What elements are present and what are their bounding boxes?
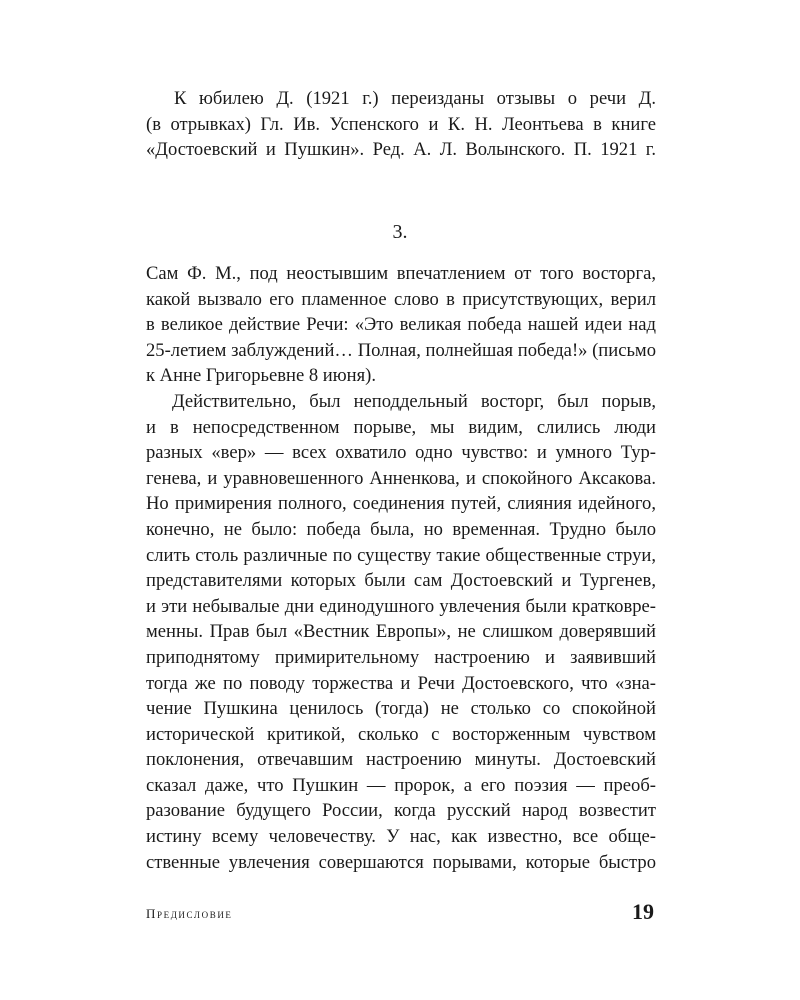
paragraph xyxy=(146,389,656,875)
text-line: и эти небывалые дни единодушного увлечения были кратковре- xyxy=(146,595,656,617)
text-line: Сам Ф. М., под неостывшим впечатлением от того восторга, xyxy=(146,263,656,284)
text-line: исторической критикой, сколько с восторженным чувством xyxy=(146,723,656,745)
running-title: Предисловие xyxy=(146,906,233,921)
text-line: тогда же по поводу торжества и Речи Достоевского, что «зна- xyxy=(146,672,656,694)
section-number: 3. xyxy=(392,221,408,243)
text-line: «Достоевский и Пушкин». Ред. А. Л. Волынского. П. 1921 г. xyxy=(146,139,656,161)
text-line: разование будущего России, когда русский народ возвестит xyxy=(146,800,656,822)
text-line: слить столь различные по существу такие общественные струи, xyxy=(146,544,656,566)
text-line: поклонения, отвечавшим настроению минуты. Достоевский xyxy=(146,749,656,771)
text-line: К юбилею Д. (1921 г.) переизданы отзывы о речи Д. xyxy=(174,88,656,109)
text-line: и в непосредственном порыве, мы видим, слились люди xyxy=(146,416,656,438)
text-line: Но примирения полного, соединения путей, слияния идейного, xyxy=(146,493,656,515)
page-number: 19 xyxy=(632,899,654,924)
text-line: сказал даже, что Пушкин — пророк, а его поэзия — преоб- xyxy=(146,774,656,796)
text-line: (в отрывках) Гл. Ив. Успенского и К. Н. Леонтьева в книге xyxy=(146,113,656,135)
text-line: конечно, не было: победа была, но временная. Трудно было xyxy=(146,518,656,540)
text-line: Действительно, был неподдельный восторг, был порыв, xyxy=(172,390,656,412)
text-line: к Анне Григорьевне 8 июня). xyxy=(146,365,376,387)
text-line: менны. Прав был «Вестник Европы», не слишком доверявший xyxy=(146,621,656,643)
text-line: генева, и уравновешенного Анненкова, и спокойного Аксакова. xyxy=(146,467,656,489)
text-line: ственные увлечения совершаются порывами, которые быстро xyxy=(146,851,656,873)
text-line: истину всему человечеству. У нас, как известно, все обще- xyxy=(146,826,656,848)
text-line: разных «вер» — всех охватило одно чувство: и умного Тур- xyxy=(146,442,656,464)
text-line: приподнятому примирительному настроению и заявивший xyxy=(146,646,656,668)
intro-note xyxy=(146,86,656,163)
paragraph xyxy=(146,261,656,389)
text-line: 25-летием заблуждений… Полная, полнейшая победа!» (письмо xyxy=(146,339,656,361)
body-text xyxy=(146,261,656,875)
text-line: какой вызвало его пламенное слово в присутствующих, верил xyxy=(146,288,656,310)
text-line: чение Пушкина ценилось (тогда) не столько со спокойной xyxy=(146,698,656,720)
text-line: в великое действие Речи: «Это великая победа нашей идеи над xyxy=(146,314,656,336)
text-line: представителями которых были сам Достоевский и Тургенев, xyxy=(146,570,656,592)
